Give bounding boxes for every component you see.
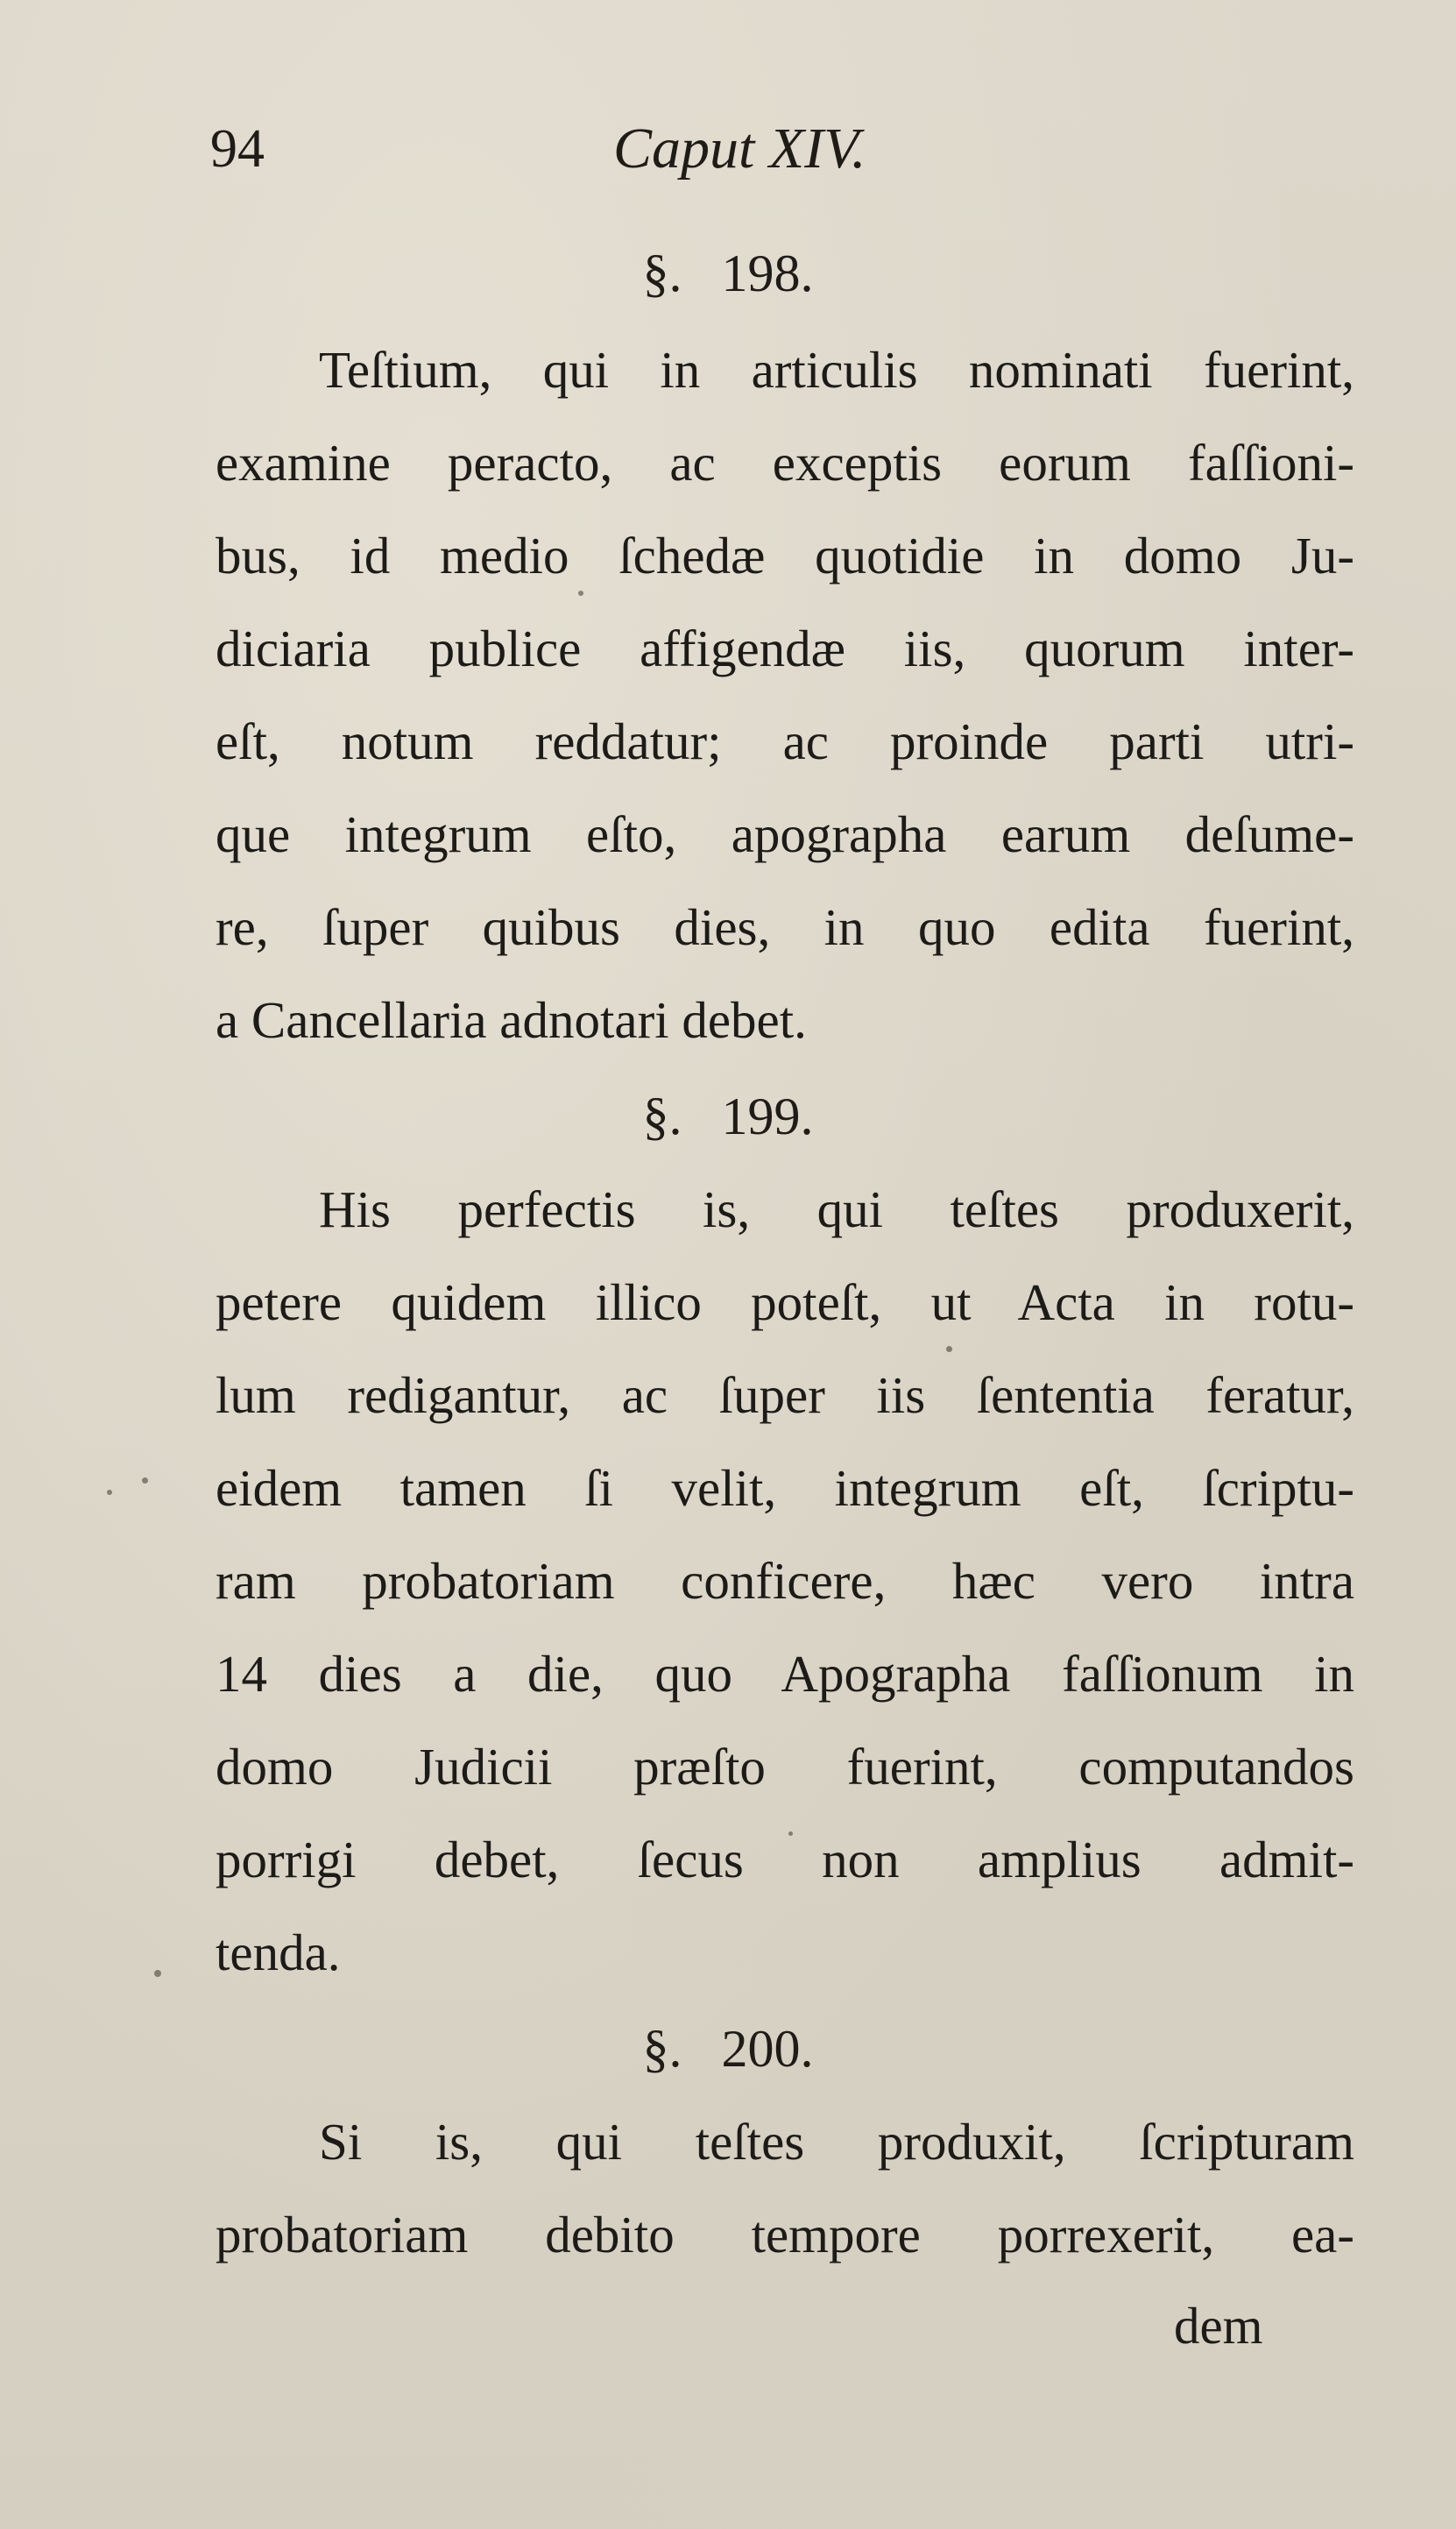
- paper-speck: [578, 591, 583, 596]
- page-header: [210, 114, 1349, 184]
- text-line: examine peracto, ac exceptis eorum faſſioni-: [216, 434, 1354, 492]
- text-line: diciaria publice affigendæ iis, quorum inter-: [216, 620, 1354, 677]
- catchword: dem: [1174, 2297, 1263, 2355]
- text-line: eſt, notum reddatur; ac proinde parti utri-: [216, 712, 1354, 770]
- text-line: ram probatoriam conficere, hæc vero intra: [216, 1552, 1354, 1610]
- section-mark-200: §. 200.: [642, 2020, 814, 2078]
- paper-speck: [142, 1477, 148, 1484]
- text-line: Si is, qui teſtes produxit, ſcripturam: [319, 2113, 1354, 2171]
- text-line: eidem tamen ſi velit, integrum eſt, ſcriptu-: [216, 1459, 1354, 1517]
- paper-speck: [946, 1346, 952, 1352]
- running-title: Caput XIV.: [613, 117, 866, 181]
- paper-speck: [107, 1490, 112, 1495]
- text-line: lum redigantur, ac ſuper iis ſententia feratur,: [216, 1366, 1354, 1424]
- text-line: 14 dies a die, quo Apographa faſſionum in: [216, 1645, 1354, 1703]
- text-line: His perfectis is, qui teſtes produxerit,: [319, 1180, 1354, 1238]
- text-line: re, ſuper quibus dies, in quo edita fuerint,: [216, 898, 1354, 956]
- text-line: probatoriam debito tempore porrexerit, ea-: [216, 2206, 1354, 2263]
- section-mark-198: §. 198.: [642, 244, 814, 302]
- text-line: bus, id medio ſchedæ quotidie in domo Ju-: [216, 527, 1354, 584]
- text-line: petere quidem illico poteſt, ut Acta in rotu-: [216, 1273, 1354, 1331]
- section-mark-199: §. 199.: [642, 1087, 814, 1145]
- paper-speck: [154, 1970, 161, 1977]
- text-line: porrigi debet, ſecus non amplius admit-: [216, 1831, 1354, 1888]
- text-line: Teſtium, qui in articulis nominati fuerint,: [319, 341, 1354, 399]
- text-line: tenda.: [216, 1923, 341, 1981]
- text-line: domo Judicii præſto fuerint, computandos: [216, 1738, 1354, 1796]
- text-line: a Cancellaria adnotari debet.: [216, 991, 807, 1049]
- text-line: que integrum eſto, apographa earum deſume-: [216, 805, 1354, 863]
- page-number: 94: [210, 119, 265, 179]
